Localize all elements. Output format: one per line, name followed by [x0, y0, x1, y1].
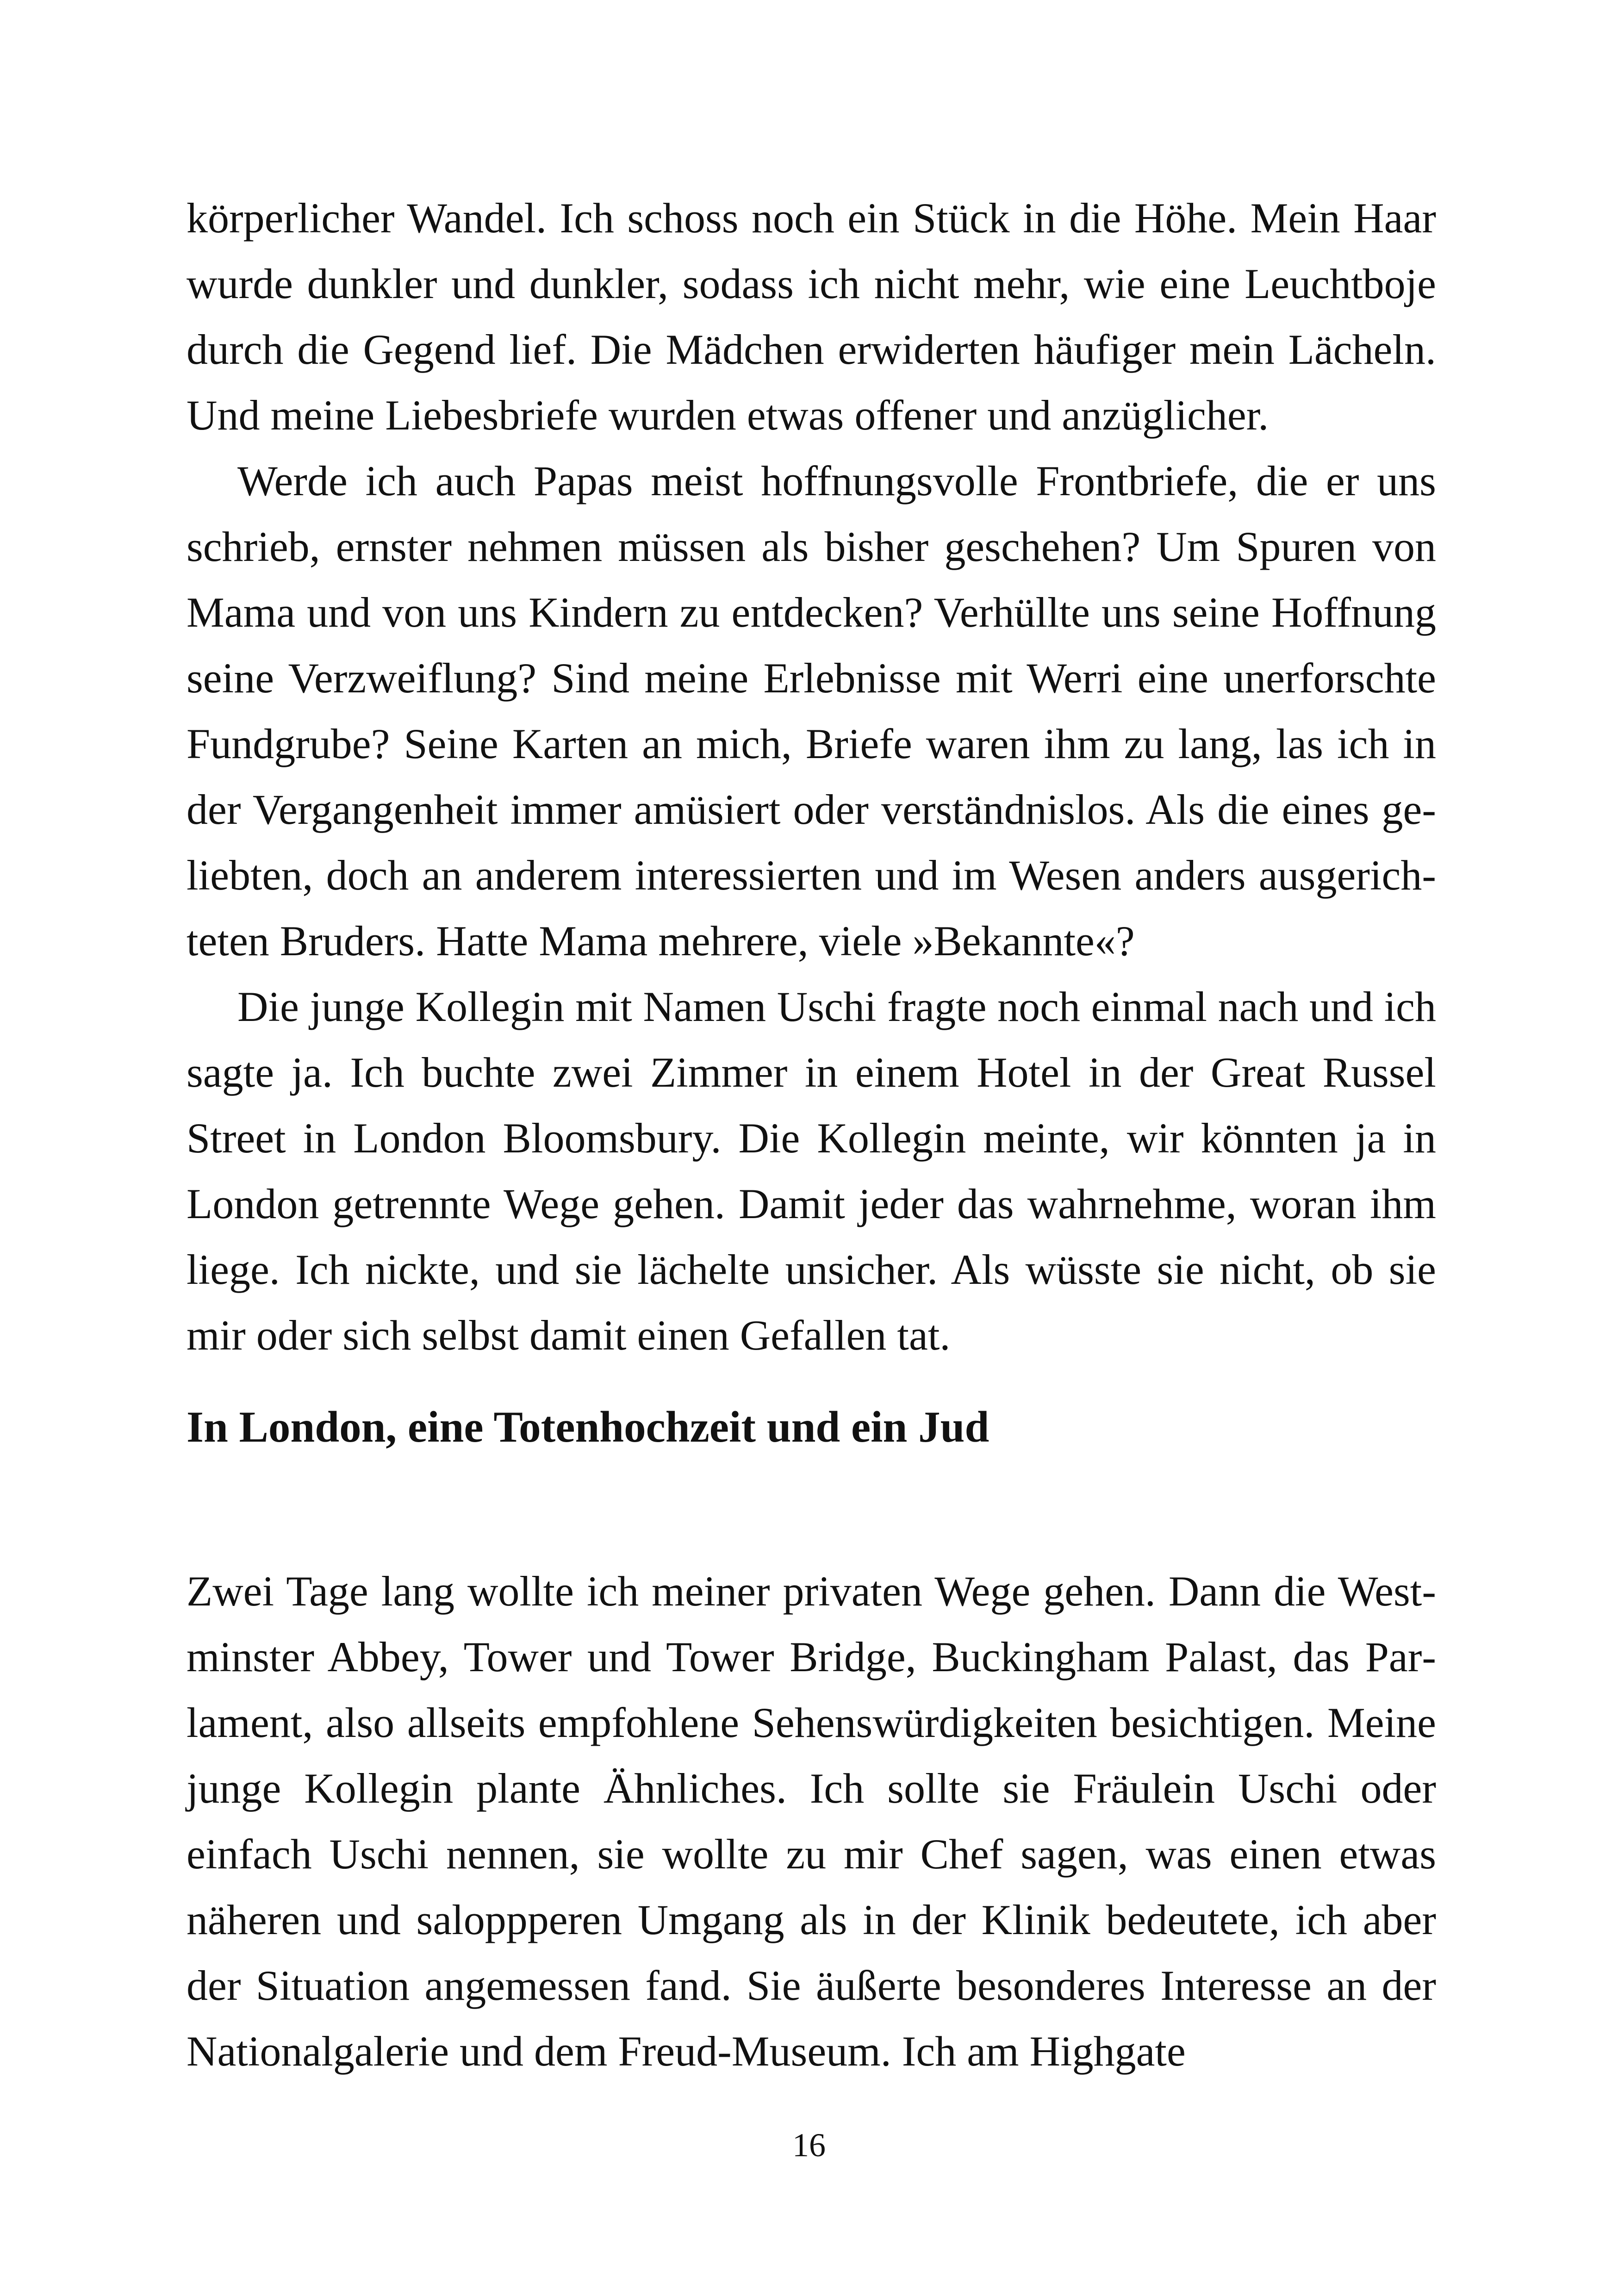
body-text-bottom [187, 1558, 1436, 2084]
paragraph-frontbriefe: Werde ich auch Papas meist hoffnungsvolle Frontbriefe, die er uns schrieb, ernster nehmen müssen als bisher geschehen? Um Spuren von Mama und von uns Kindern zu entdecken? Verhüllte uns seine Hoffnung seine Verzweiflung? Sind meine Erlebnisse mit Werri eine unerforschte Fundgrube? Seine Karten an mich, Briefe waren ihm zu lang, las ich in der Vergangenheit immer amüsiert oder verständnislos. Als die eines geliebten, doch an anderem interessierten und im Wesen anders ausgerichteten Bruders. Hatte Mama mehrere, viele »Bekannte«? [187, 457, 1436, 964]
paragraph-zwei-tage: Zwei Tage lang wollte ich meiner privaten Wege gehen. Dann die Westminster Abbey, Tower und Tower Bridge, Buckingham Palast, das Parlament, also allseits empfohlene Sehenswürdigkeiten besichtigen. Meine junge Kollegin plante Ähnliches. Ich sollte sie Fräulein Uschi oder einfach Uschi nennen, sie wollte zu mir Chef sagen, was einen etwas näheren und saloppperen Umgang als in der Klinik bedeutete, ich aber der Situation angemessen fand. Sie äußerte besonderes Interesse an der Nationalgalerie und dem Freud-Museum. Ich am Highgate [187, 1568, 1436, 2075]
page-number: 16 [792, 2127, 826, 2164]
section-heading: In London, eine Totenhochzeit und ein Jud [187, 1402, 989, 1451]
paragraph-continued: körperlicher Wandel. Ich schoss noch ein Stück in die Höhe. Mein Haar wurde dunkler und dunkler, sodass ich nicht mehr, wie eine Leuchtboje durch die Gegend lief. Die Mädchen erwiderten häufiger mein Lächeln. Und meine Liebesbriefe wurden etwas offener und anzüglicher. [187, 194, 1436, 439]
body-text-top [187, 185, 1436, 1368]
paragraph-kollegin-uschi: Die junge Kollegin mit Namen Uschi fragte noch einmal nach und ich sagte ja. Ich buchte zwei Zimmer in einem Hotel in der Great Russel Street in London Bloomsbury. Die Kollegin meinte, wir könnten ja in London getrennte Wege gehen. Damit jeder das wahrnehme, woran ihm liege. Ich nickte, und sie lächelte unsicher. Als wüsste sie nicht, ob sie mir oder sich selbst damit einen Gefallen tat. [187, 983, 1436, 1359]
